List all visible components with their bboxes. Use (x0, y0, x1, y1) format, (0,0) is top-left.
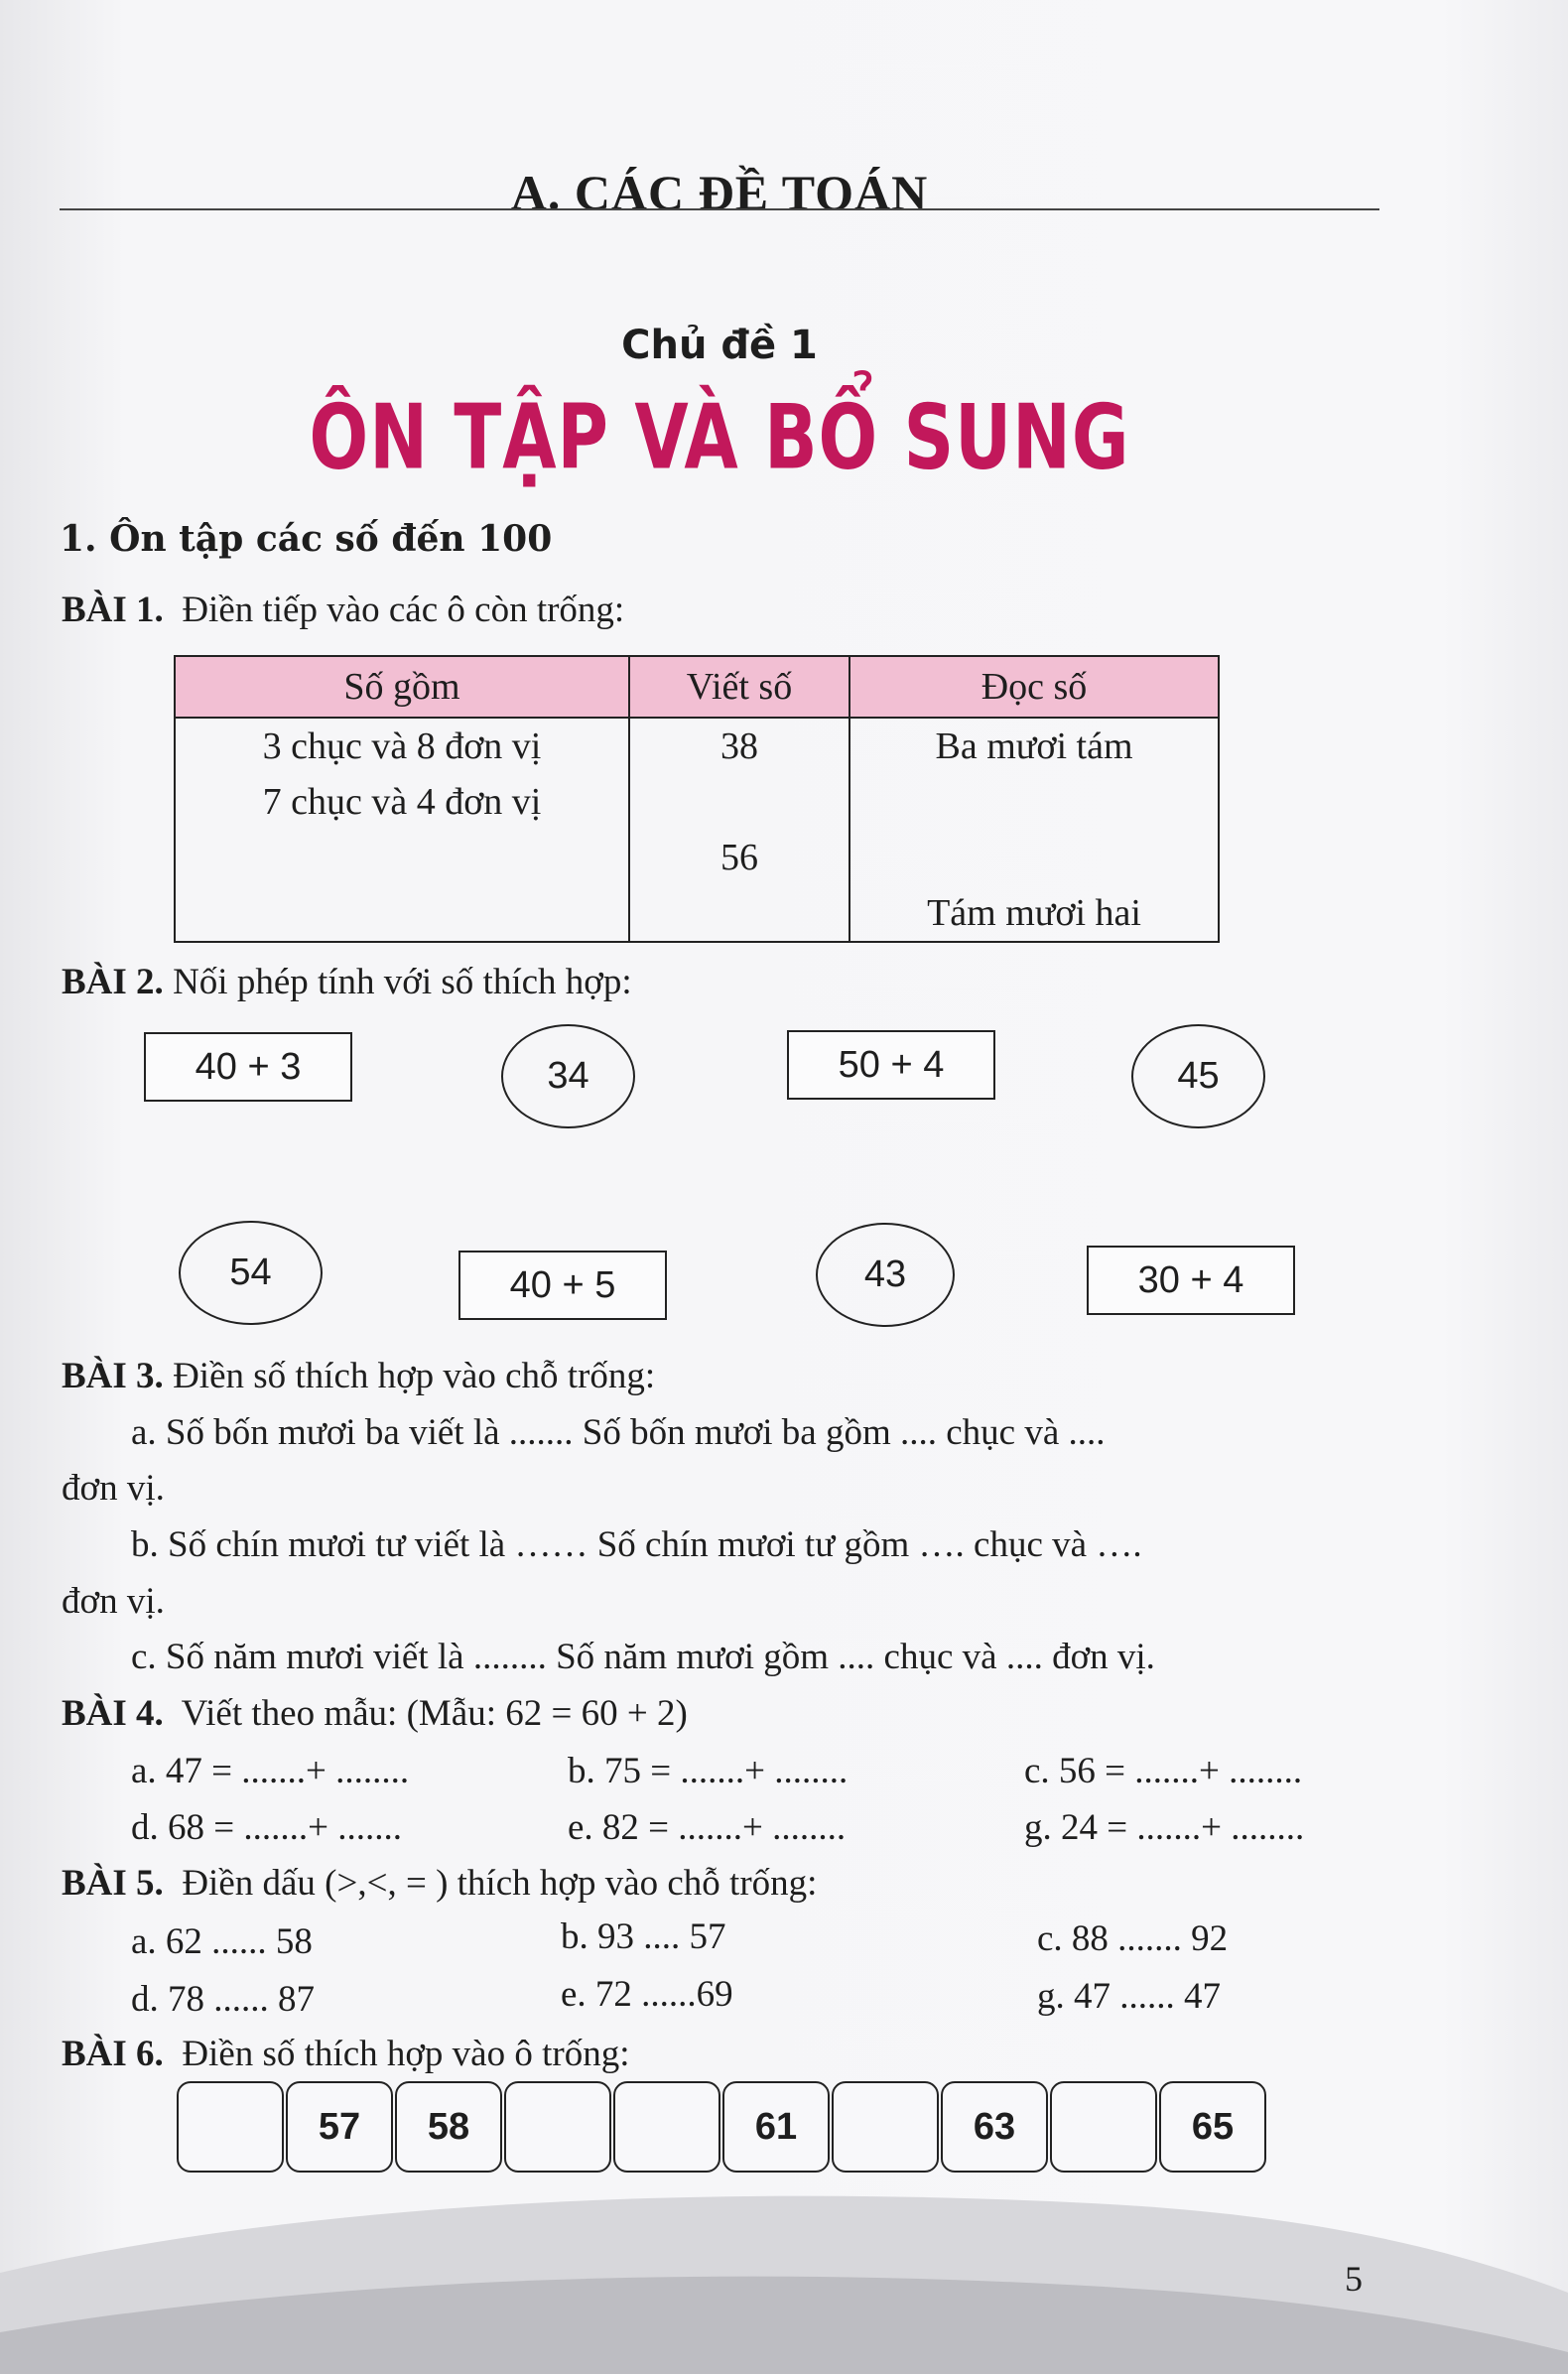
table-cell[interactable] (175, 885, 629, 942)
bai6-text: Điền số thích hợp vào ô trống: (182, 2034, 630, 2074)
bai2-heading (62, 961, 632, 1003)
sequence-box: 61 (722, 2081, 830, 2173)
bottom-wave-decoration (0, 2183, 1568, 2374)
bai4-item: e. 82 = .......+ ........ (568, 1807, 847, 1848)
table-row (175, 830, 1219, 885)
number-oval[interactable]: 43 (816, 1223, 955, 1327)
table-row (175, 718, 1219, 774)
table-cell[interactable] (849, 830, 1219, 885)
col-header: Đọc số (849, 656, 1219, 718)
table-cell: Tám mươi hai (849, 885, 1219, 942)
bai5-item: g. 47 ...... 47 (1037, 1976, 1221, 2017)
sequence-box: 63 (941, 2081, 1048, 2173)
bai1-text: Điền tiếp vào các ô còn trống: (182, 590, 625, 630)
table-row (175, 885, 1219, 942)
header-rule (60, 208, 1379, 210)
page-number: 5 (1345, 2259, 1363, 2299)
bai4-item: c. 56 = .......+ ........ (1024, 1751, 1303, 1791)
topic-label: Chủ đề 1 (621, 323, 818, 368)
sequence-box: 57 (286, 2081, 393, 2173)
number-oval[interactable]: 34 (501, 1024, 635, 1128)
bai4-heading (62, 1692, 688, 1735)
bai4-item: d. 68 = .......+ ....... (131, 1807, 402, 1848)
bai4-label: BÀI 4. (62, 1693, 164, 1734)
table-cell: 38 (629, 718, 849, 774)
table-cell: 3 chục và 8 đơn vị (175, 718, 629, 774)
bai6-label: BÀI 6. (62, 2034, 164, 2074)
sequence-box[interactable] (832, 2081, 939, 2173)
bai3-line-a-end: đơn vị. (62, 1468, 165, 1509)
bai3-label: BÀI 3. (62, 1356, 164, 1396)
bai2-label: BÀI 2. (62, 962, 164, 1002)
table-cell[interactable] (175, 830, 629, 885)
table-cell: 56 (629, 830, 849, 885)
expression-box[interactable]: 50 + 4 (787, 1030, 995, 1100)
bai3-line-b-end: đơn vị. (62, 1581, 165, 1622)
number-oval[interactable]: 45 (1131, 1024, 1265, 1128)
bai3-text: Điền số thích hợp vào chỗ trống: (173, 1356, 656, 1396)
bai2-text: Nối phép tính với số thích hợp: (173, 962, 632, 1002)
sequence-box: 65 (1159, 2081, 1266, 2173)
header-title: A. CÁC ĐỀ TOÁN (510, 165, 929, 220)
bai4-item: b. 75 = .......+ ........ (568, 1751, 849, 1791)
section-heading: 1. Ôn tập các số đến 100 (60, 518, 553, 560)
table-cell[interactable] (629, 885, 849, 942)
table-cell[interactable] (849, 774, 1219, 830)
bai4-item: g. 24 = .......+ ........ (1024, 1807, 1305, 1848)
bai4-item: a. 47 = .......+ ........ (131, 1751, 410, 1791)
col-header: Số gồm (175, 656, 629, 718)
sequence-box[interactable] (504, 2081, 611, 2173)
expression-box[interactable]: 30 + 4 (1087, 1246, 1295, 1315)
table-cell: 7 chục và 4 đơn vị (175, 774, 629, 830)
number-oval[interactable]: 54 (179, 1221, 323, 1325)
expression-box[interactable]: 40 + 3 (144, 1032, 352, 1102)
col-header: Viết số (629, 656, 849, 718)
bai6-heading (62, 2033, 630, 2075)
sequence-box[interactable] (177, 2081, 284, 2173)
bai5-item: d. 78 ...... 87 (131, 1979, 315, 2020)
expression-box[interactable]: 40 + 5 (458, 1251, 667, 1320)
sequence-box: 58 (395, 2081, 502, 2173)
bai4-text: Viết theo mẫu: (Mẫu: 62 = 60 + 2) (181, 1693, 688, 1734)
sequence-box[interactable] (1050, 2081, 1157, 2173)
bai3-line-c: c. Số năm mươi viết là ........ Số năm mươi gồm .... chục và .... đơn vị. (131, 1637, 1155, 1677)
bai5-heading (62, 1862, 817, 1905)
bai1-table (174, 655, 1220, 943)
bai5-label: BÀI 5. (62, 1863, 164, 1904)
bai5-item: b. 93 .... 57 (561, 1916, 726, 1957)
bai3-line-a: a. Số bốn mươi ba viết là ....... Số bốn mươi ba gồm .... chục và .... (131, 1412, 1106, 1453)
bai1-label: BÀI 1. (62, 590, 164, 630)
bai5-item: c. 88 ....... 92 (1037, 1918, 1229, 1959)
bai3-heading (62, 1355, 655, 1397)
topic-title: ÔN TẬP VÀ BỔ SUNG (309, 387, 1130, 490)
bai5-item: e. 72 ......69 (561, 1974, 733, 2015)
sequence-box[interactable] (613, 2081, 720, 2173)
table-cell[interactable] (629, 774, 849, 830)
table-cell: Ba mươi tám (849, 718, 1219, 774)
bai3-line-b: b. Số chín mươi tư viết là …… Số chín mươi tư gồm …. chục và …. (131, 1524, 1142, 1565)
table-row (175, 774, 1219, 830)
bai1-heading (62, 589, 624, 631)
bai5-item: a. 62 ...... 58 (131, 1921, 313, 1962)
bai5-text: Điền dấu (>,<, = ) thích hợp vào chỗ trống: (182, 1863, 818, 1904)
